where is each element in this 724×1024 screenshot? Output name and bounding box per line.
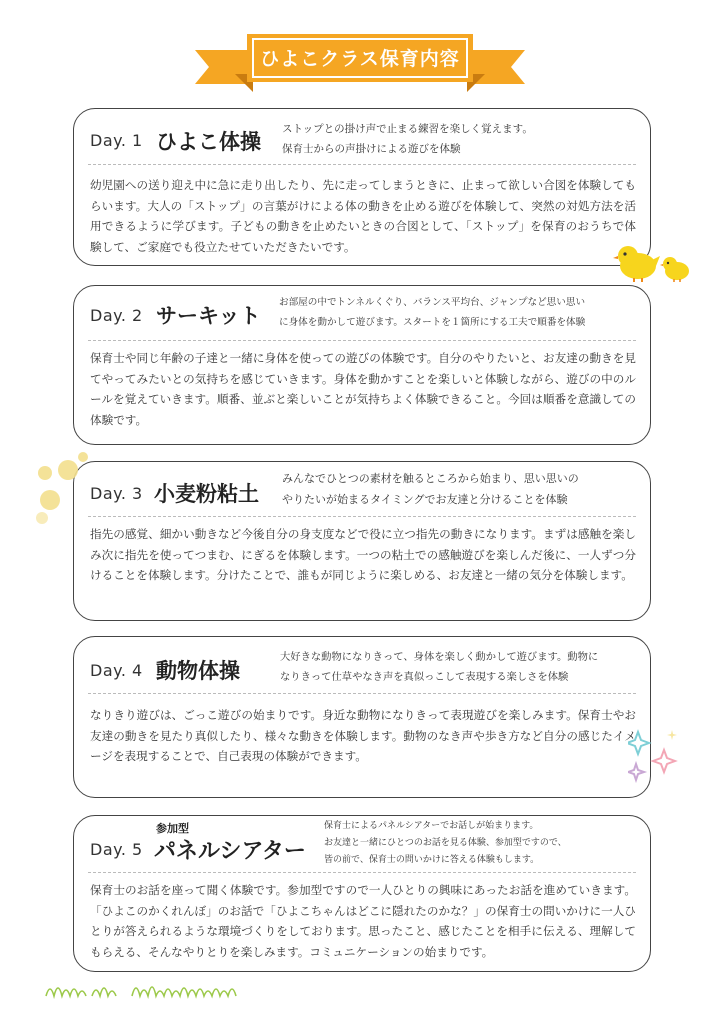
card-title-prefix: 参加型 [156,822,189,835]
day2-card [73,285,651,445]
subtitle-line: 保育士からの声掛けによる遊びを体験 [282,143,461,155]
small-chick-icon [660,254,692,282]
page-title: ひよこクラス保育内容 [260,47,460,70]
day4-card [73,636,651,798]
subtitle-line: お部屋の中でトンネルくぐり、バランス平均台、ジャンプなど思い思い [279,297,586,308]
card-body: 幼児園への送り迎え中に急に走り出したり、先に走ってしまうときに、止まって欲しい合図を体験してもらいます。大人の「ストップ」の言葉がけによる体の動きを止める遊びを体験して、突然の対処方法を活用できるように学びます。子どもの動きを止めたいときの合図として、「ストップ」を保育のおうちで体験して、ご家庭でも役立たせていただきたいです。 [90,178,636,254]
subtitle-line: に身体を動かして遊びます。スタートを１箇所にする工夫で順番を体験 [279,317,586,328]
dot-decoration [58,460,78,480]
divider [88,872,636,873]
card-title: ひよこ体操 [156,130,261,154]
day-label: Day. 2 [90,306,143,325]
dot-decoration [78,452,88,462]
chick-icon [612,242,662,282]
card-title: 小麦粉粘土 [154,482,259,506]
card-subtitle [280,647,598,687]
sparkle-icon [628,728,688,788]
card-body: 指先の感覚、細かい動きなど今後自分の身支度などで役に立つ指先の動きになります。まずは感触を楽しみ次に指先を使ってつまむ、にぎるを体験します。一つの粘土での感触遊びを楽しんだ後に、一人ずつ分けることを体験します。分けたことで、誰もが同じように楽しめる、お友達と一緒の気分を体験します。 [90,527,636,582]
day-label: Day. 1 [90,131,143,150]
title-banner [195,26,525,100]
grass-decoration [44,970,244,1000]
day5-card [73,815,651,972]
dot-decoration [38,466,52,480]
card-subtitle [282,468,579,510]
card-subtitle [324,818,567,869]
day-label: Day. 4 [90,661,143,680]
card-subtitle [282,119,533,159]
divider [88,516,636,517]
day-label: Day. 5 [90,840,143,859]
subtitle-line: ストップとの掛け声で止まる練習を楽しく覚えます。 [282,123,533,135]
card-subtitle [279,293,585,333]
card-body: 保育士のお話を座って聞く体験です。参加型ですので一人ひとりの興味にあったお話を進めていきます。「ひよこのかくれんぼ」のお話で「ひよこちゃんはどこに隠れたのかな？」の保育士の問いかけに一人ひとりが答えられるような環境づくりをしております。思ったこと、感じたことを相手に伝える、理解してもらえる、そんなやりとりを楽しみます。コミュニケーションの始まりです。 [90,883,636,959]
card-title: サーキット [156,304,261,328]
subtitle-line: みんなでひとつの素材を触るところから始まり、思い思いの [282,472,579,485]
subtitle-line: なりきって仕草やなき声を真似っこして表現する楽しさを体験 [280,671,569,683]
card-title: 動物体操 [156,659,240,683]
subtitle-line: 大好きな動物になりきって、身体を楽しく動かして遊びます。動物に [280,651,599,663]
divider [88,164,636,165]
dot-decoration [40,490,60,510]
subtitle-line: 保育士によるパネルシアターでお話しが始まります。 [324,821,539,831]
card-body: 保育士や同じ年齢の子達と一緒に身体を使っての遊びの体験です。自分のやりたいと、お友達の動きを見てやってみたいとの気持ちを感じていきます。身体を動かすことを楽しいと体験しながら、遊びの中のルールを覚えていきます。順番、並ぶと楽しいことが気持ちよく体験できること。今回は順番を意識しての体験です。 [90,351,636,427]
card-body: なりきり遊びは、ごっこ遊びの始まりです。身近な動物になりきって表現遊びを楽しみます。保育士やお友達の動きを見たり真似したり、様々な動きを体験します。動物のなき声や歩き方など自分の感じたイメージを表現することで、自己表現の体験ができます。 [90,708,636,763]
dot-decoration [36,512,48,524]
divider [88,693,636,694]
subtitle-line: やりたいが始まるタイミングでお友達と分けることを体験 [282,493,568,506]
day3-card [73,461,651,621]
card-title: パネルシアター [154,839,306,864]
day1-card [73,108,651,266]
day-label: Day. 3 [90,484,143,503]
subtitle-line: 皆の前で、保育士の問いかけに答える体験もします。 [324,855,540,865]
divider [88,340,636,341]
subtitle-line: お友達と一緒にひとつのお話を見る体験、参加型ですので、 [324,838,567,848]
